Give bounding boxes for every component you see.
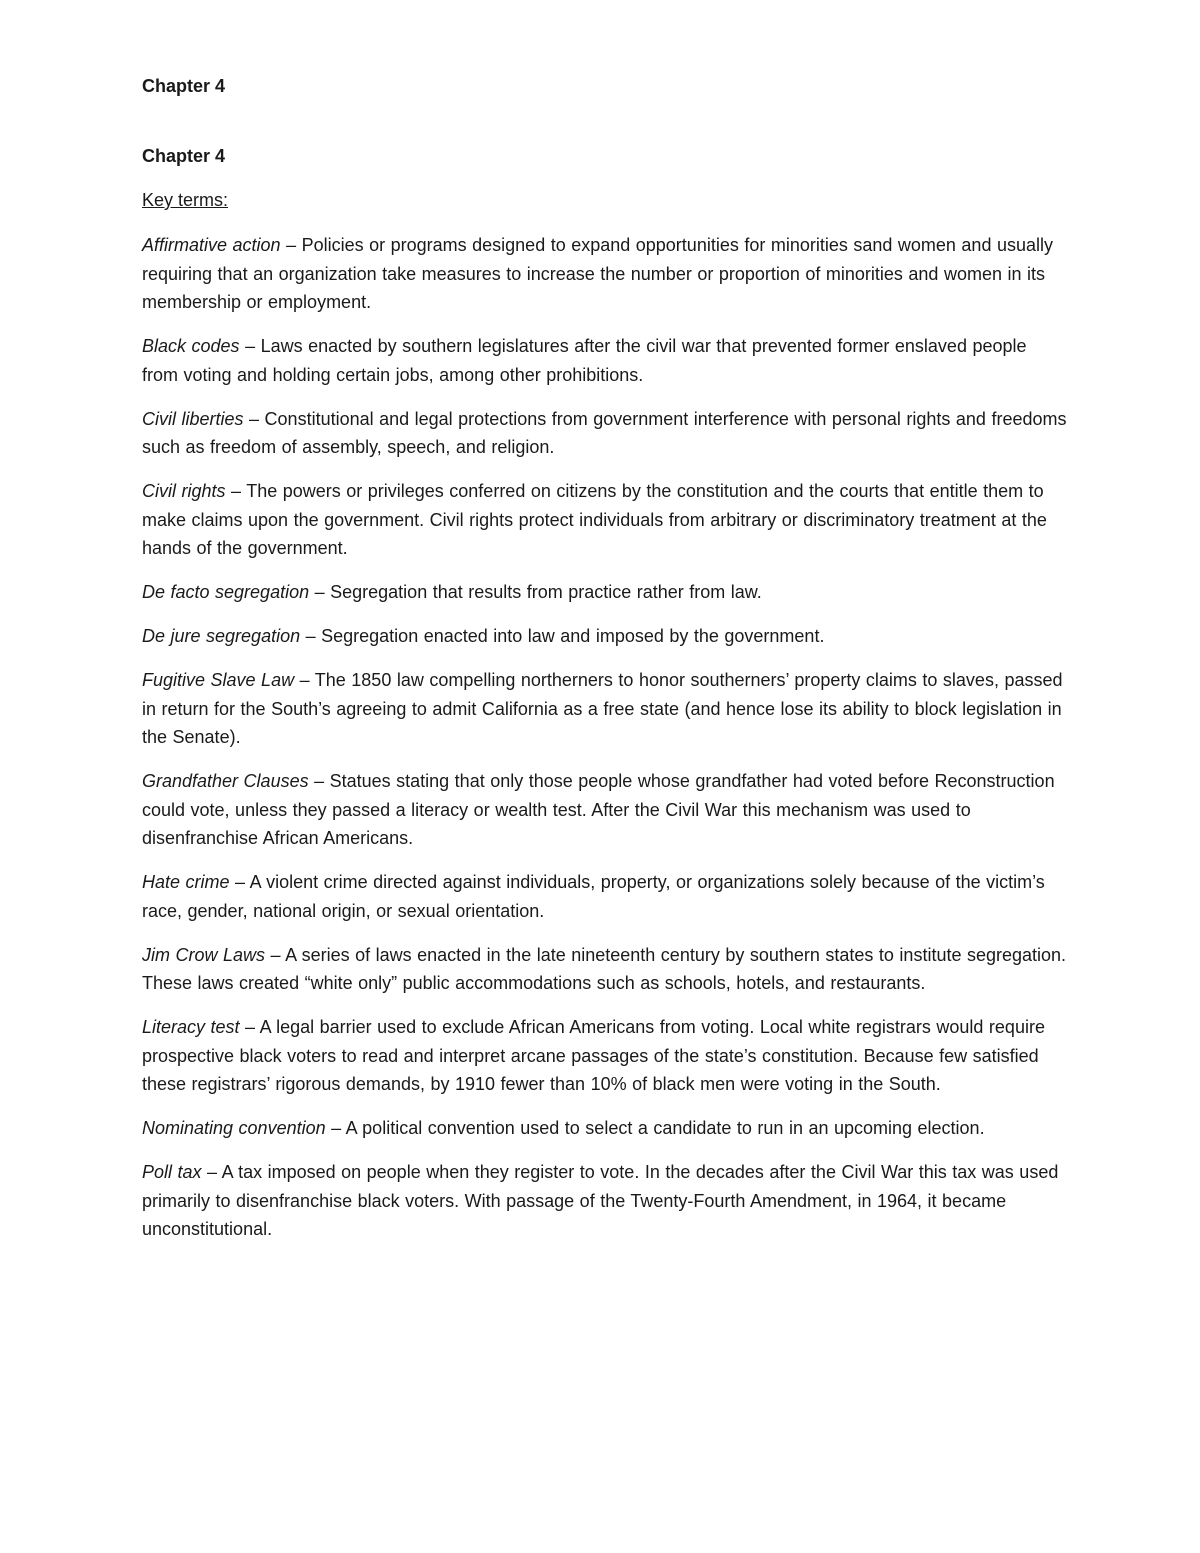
term-separator: – bbox=[325, 1118, 346, 1138]
term-entry bbox=[142, 622, 1067, 651]
section-title: Chapter 4 bbox=[142, 146, 226, 166]
term-definition: A political convention used to select a candidate to run in an upcoming election. bbox=[345, 1118, 985, 1138]
term-definition: A violent crime directed against individuals, property, or organizations solely because of the victim’s race, gender, national origin, or sexual orientation. bbox=[142, 872, 1045, 921]
term-name: Grandfather Clauses bbox=[142, 771, 309, 791]
term-entry bbox=[142, 666, 1067, 752]
term-separator: – bbox=[265, 944, 286, 965]
term-separator: – bbox=[239, 336, 261, 356]
term-entry bbox=[142, 767, 1067, 853]
term-separator: – bbox=[280, 235, 302, 255]
term-separator: – bbox=[309, 582, 331, 602]
term-separator: – bbox=[201, 1162, 222, 1182]
term-entry bbox=[142, 231, 1067, 317]
term-entry bbox=[142, 1114, 1067, 1143]
term-name: Jim Crow Laws bbox=[142, 944, 266, 965]
term-definition: A legal barrier used to exclude African Americans from voting. Local white registrars would require prospective black voters to read and interpret arcane passages of the state’s constitution. Because few satisfied these registrars’ rigorous demands, by 1910 fewer than 10% of black men were voting in the South. bbox=[142, 1017, 1045, 1094]
header-title: Chapter 4 bbox=[142, 76, 226, 96]
term-name: Civil rights bbox=[142, 481, 226, 501]
term-entry bbox=[142, 332, 1067, 389]
term-name: Poll tax bbox=[142, 1162, 202, 1182]
term-name: De facto segregation bbox=[142, 582, 310, 602]
term-definition: A series of laws enacted in the late nineteenth century by southern states to institute segregation. These laws created “white only” public accommodations such as schools, hotels, and restaurants. bbox=[142, 944, 1067, 993]
term-definition: Segregation enacted into law and imposed by the government. bbox=[321, 626, 825, 646]
term-name: Hate crime bbox=[142, 872, 230, 892]
key-terms-label: Key terms: bbox=[142, 190, 229, 210]
term-definition: Segregation that results from practice rather from law. bbox=[330, 582, 762, 602]
term-definition: The 1850 law compelling northerners to honor southerners’ property claims to slaves, passed in return for the South’s agreeing to admit California as a free state (and hence lose its ability to block legislation in the Senate). bbox=[142, 670, 1063, 747]
terms-list bbox=[142, 231, 1067, 1259]
term-separator: – bbox=[294, 670, 315, 690]
term-name: Affirmative action bbox=[142, 235, 281, 255]
term-definition: The powers or privileges conferred on citizens by the constitution and the courts that entitle them to make claims upon the government. Civil rights protect individuals from arbitrary or discriminatory treatment at the hands of the government. bbox=[142, 481, 1047, 558]
term-entry bbox=[142, 477, 1067, 563]
term-separator: – bbox=[308, 771, 330, 791]
term-entry bbox=[142, 1013, 1067, 1099]
term-entry bbox=[142, 1158, 1067, 1244]
term-name: Nominating convention bbox=[142, 1118, 326, 1138]
term-definition: Statues stating that only those people whose grandfather had voted before Reconstruction could vote, unless they passed a literacy or wealth test. After the Civil War this mechanism was used to disenfranchise African Americans. bbox=[142, 771, 1055, 848]
term-separator: – bbox=[229, 872, 250, 892]
term-name: Civil liberties bbox=[142, 408, 244, 429]
term-entry bbox=[142, 868, 1067, 925]
term-name: Black codes bbox=[142, 336, 240, 356]
term-entry bbox=[142, 578, 1067, 607]
term-separator: – bbox=[300, 626, 322, 646]
term-definition: Constitutional and legal protections from government interference with personal rights and freedoms such as freedom of assembly, speech, and religion. bbox=[142, 408, 1067, 457]
term-definition: Laws enacted by southern legislatures after the civil war that prevented former enslaved people from voting and holding certain jobs, among other prohibitions. bbox=[142, 336, 1027, 385]
term-name: Fugitive Slave Law bbox=[142, 670, 295, 690]
term-separator: – bbox=[225, 481, 247, 501]
term-name: Literacy test bbox=[142, 1017, 240, 1037]
term-entry bbox=[142, 405, 1067, 462]
term-entry bbox=[142, 941, 1067, 998]
term-separator: – bbox=[239, 1017, 260, 1037]
term-definition: Policies or programs designed to expand opportunities for minorities sand women and usually requiring that an organization take measures to increase the number or proportion of minorities and women in its membership or employment. bbox=[142, 235, 1053, 312]
term-definition: A tax imposed on people when they register to vote. In the decades after the Civil War this tax was used primarily to disenfranchise black voters. With passage of the Twenty-Fourth Amendment, in 1964, it became unconstitutional. bbox=[142, 1162, 1059, 1239]
term-separator: – bbox=[243, 408, 265, 429]
term-name: De jure segregation bbox=[142, 626, 301, 646]
